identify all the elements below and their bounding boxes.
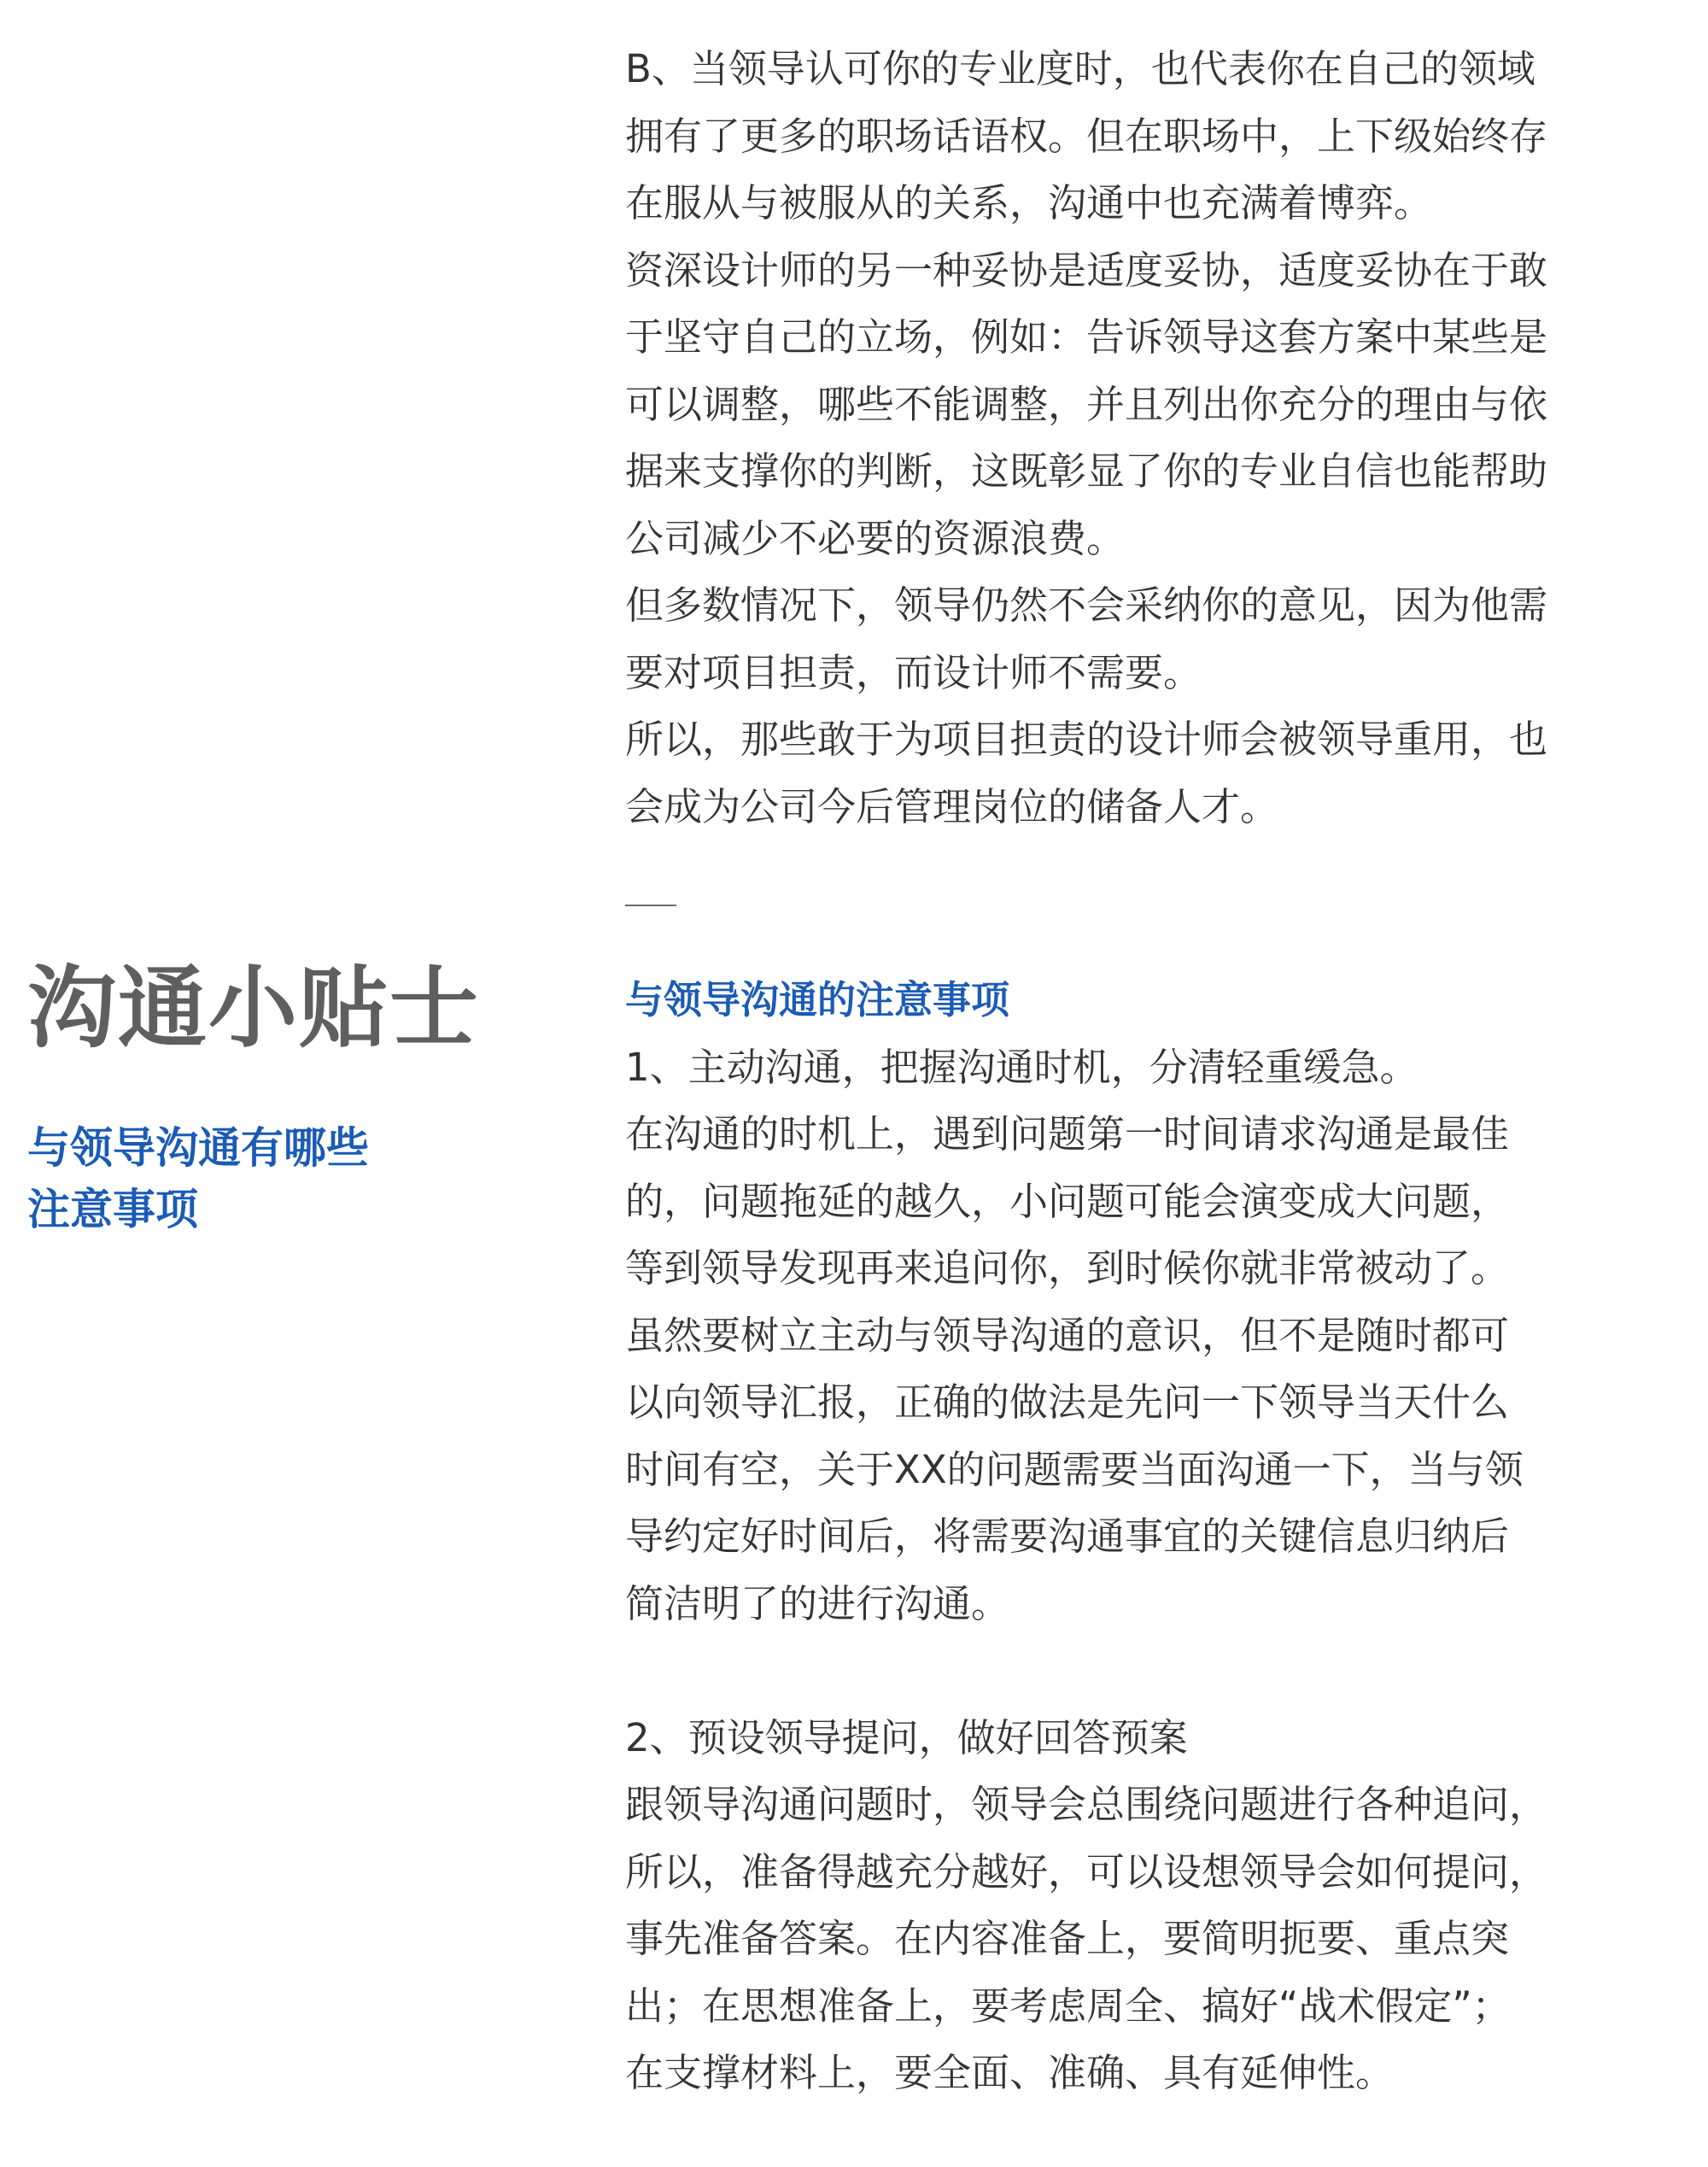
text-line: 所以，准备得越充分越好，可以设想领导会如何提问， <box>625 1848 1548 1895</box>
text-line: 公司减少不必要的资源浪费。 <box>625 515 1126 561</box>
text-line: B、当领导认可你的专业度时，也代表你在自己的领域 <box>625 46 1535 91</box>
text-line: 简洁明了的进行沟通。 <box>625 1580 1010 1626</box>
text-line: 出；在思想准备上，要考虑周全、搞好“战术假定”； <box>625 1983 1511 2029</box>
text-line: 虽然要树立主动与领导沟通的意识，但不是随时都可 <box>625 1312 1510 1358</box>
text-line: 拥有了更多的职场话语权。但在职场中，上下级始终存 <box>625 113 1548 159</box>
text-line: 在服从与被服从的关系，沟通中也充满着博弈。 <box>625 180 1433 225</box>
intro-paragraphs <box>625 36 1684 840</box>
text-line: 会成为公司今后管理岗位的储备人才。 <box>625 783 1279 829</box>
text-line: 以向领导汇报，正确的做法是先问一下领导当天什么 <box>625 1379 1510 1425</box>
text-line: 于坚守自己的立场，例如：告诉领导这套方案中某些是 <box>625 314 1548 360</box>
text-line: 导约定好时间后，将需要沟通事宜的关键信息归纳后 <box>625 1514 1510 1559</box>
text-line: 2、预设领导提问，做好回答预案 <box>625 1714 1188 1760</box>
sidebar-subtitle-line: 注意事项 <box>27 1185 198 1234</box>
text-line: 在支撑材料上，要全面、准确、具有延伸性。 <box>625 2050 1395 2095</box>
text-line: 据来支撑你的判断，这既彰显了你的专业自信也能帮助 <box>625 448 1548 494</box>
text-line: 要对项目担责，而设计师不需要。 <box>625 649 1202 695</box>
text-line: 所以，那些敢于为项目担责的设计师会被领导重用，也 <box>625 717 1548 762</box>
sidebar-title: 沟通小贴士 <box>27 956 481 1060</box>
section-heading: 与领导沟通的注意事项 <box>625 977 1010 1022</box>
text-line: 的，问题拖延的越久，小问题可能会演变成大问题， <box>625 1178 1510 1224</box>
text-line: 时间有空，关于XX的问题需要当面沟通一下，当与领 <box>625 1446 1524 1492</box>
point-2 <box>625 1705 1684 2107</box>
sidebar-subtitle <box>27 1117 506 1240</box>
article-body <box>625 36 1684 2107</box>
text-line: 1、主动沟通，把握沟通时机，分清轻重缓急。 <box>625 1044 1418 1090</box>
sidebar-subtitle-line: 与领导沟通有哪些 <box>27 1123 369 1173</box>
text-line: 但多数情况下，领导仍然不会采纳你的意见，因为他需 <box>625 583 1548 628</box>
text-line: 在沟通的时机上，遇到问题第一时间请求沟通是最佳 <box>625 1111 1510 1157</box>
text-line: 可以调整，哪些不能调整，并且列出你充分的理由与依 <box>625 381 1548 427</box>
point-1 <box>625 1034 1684 1638</box>
text-line: 等到领导发现再来追问你，到时候你就非常被动了。 <box>625 1245 1510 1291</box>
text-line: 事先准备答案。在内容准备上，要简明扼要、重点突 <box>625 1916 1510 1961</box>
section-divider <box>625 905 676 906</box>
paragraph-spacer <box>625 1637 1684 1705</box>
text-line: 资深设计师的另一种妥协是适度妥协，适度妥协在于敢 <box>625 247 1548 293</box>
sidebar <box>27 955 506 1240</box>
text-line: 跟领导沟通问题时，领导会总围绕问题进行各种追问， <box>625 1782 1548 1827</box>
